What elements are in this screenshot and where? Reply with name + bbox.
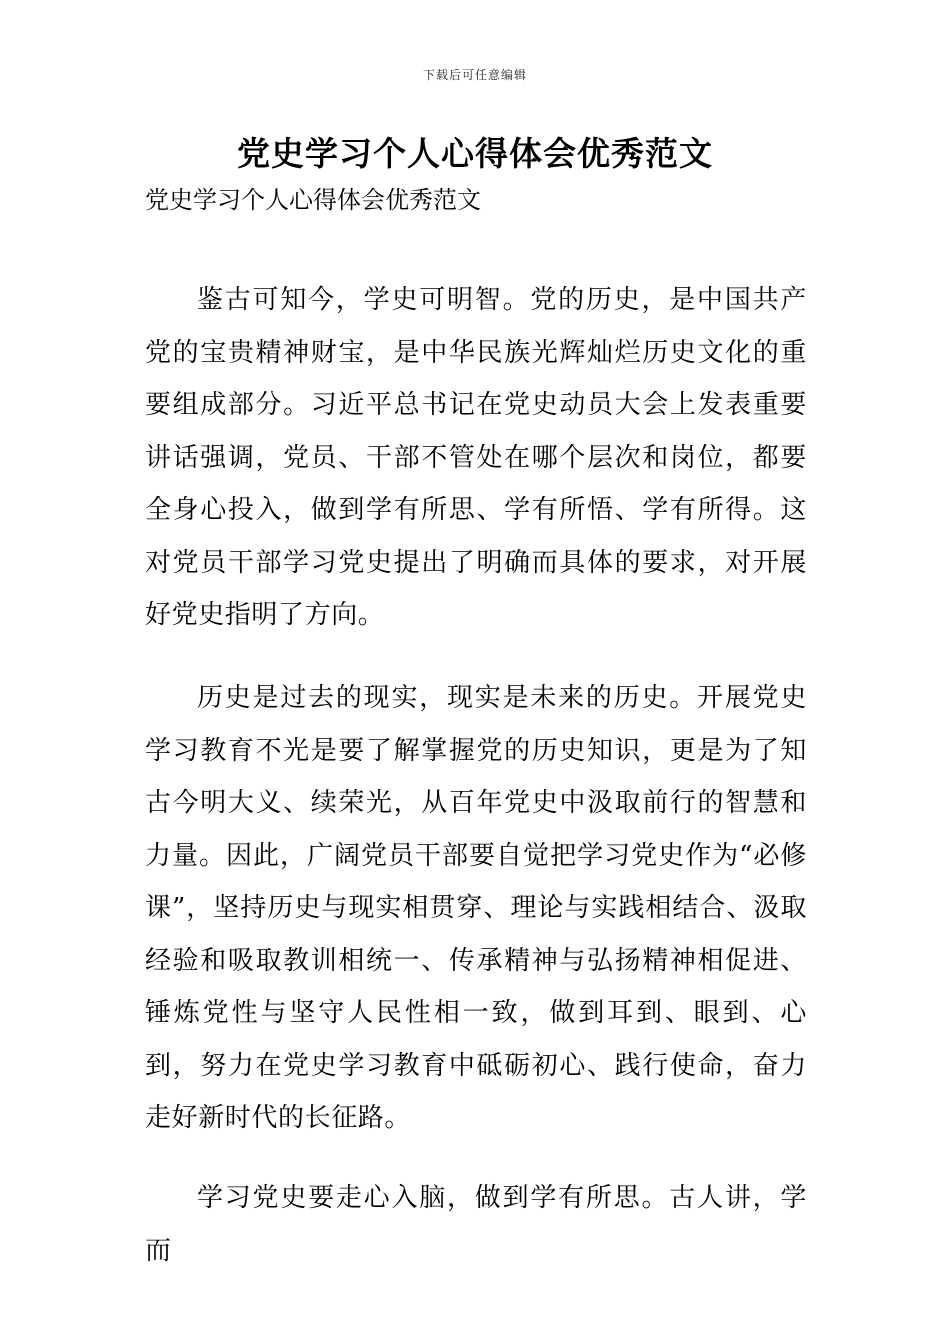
- body-paragraph-2: 历史是过去的现实，现实是未来的历史。开展党史学习教育不光是要了解掌握党的历史知识，更是为了知古今明大义、续荣光，从百年党史中汲取前行的智慧和力量。因此，广阔党员干部要自觉把学习党史作为“必修课”，坚持历史与现实相贯穿、理论与实践相结合、汲取经验和吸取教训相统一、传承精神与弘扬精神相促进、锤炼党性与坚守人民性相一致，做到耳到、眼到、心到，努力在党史学习教育中砥砺初心、践行使命，奋力走好新时代的长征路。: [145, 683, 807, 1133]
- document-subtitle: 党史学习个人心得体会优秀范文: [145, 186, 481, 214]
- body-paragraph-3: 学习党史要走心入脑，做到学有所思。古人讲，学而: [145, 1183, 807, 1266]
- header-note: 下载后可任意编辑: [422, 68, 527, 82]
- document-title: 党史学习个人心得体会优秀范文: [237, 134, 713, 173]
- body-paragraph-1: 鉴古可知今，学史可明智。党的历史，是中国共产党的宝贵精神财宝，是中华民族光辉灿烂历史文化的重要组成部分。习近平总书记在党史动员大会上发表重要讲话强调，党员、干部不管处在哪个层次和岗位，都要全身心投入，做到学有所思、学有所悟、学有所得。这对党员干部学习党史提出了明确而具体的要求，对开展好党史指明了方向。: [145, 285, 807, 630]
